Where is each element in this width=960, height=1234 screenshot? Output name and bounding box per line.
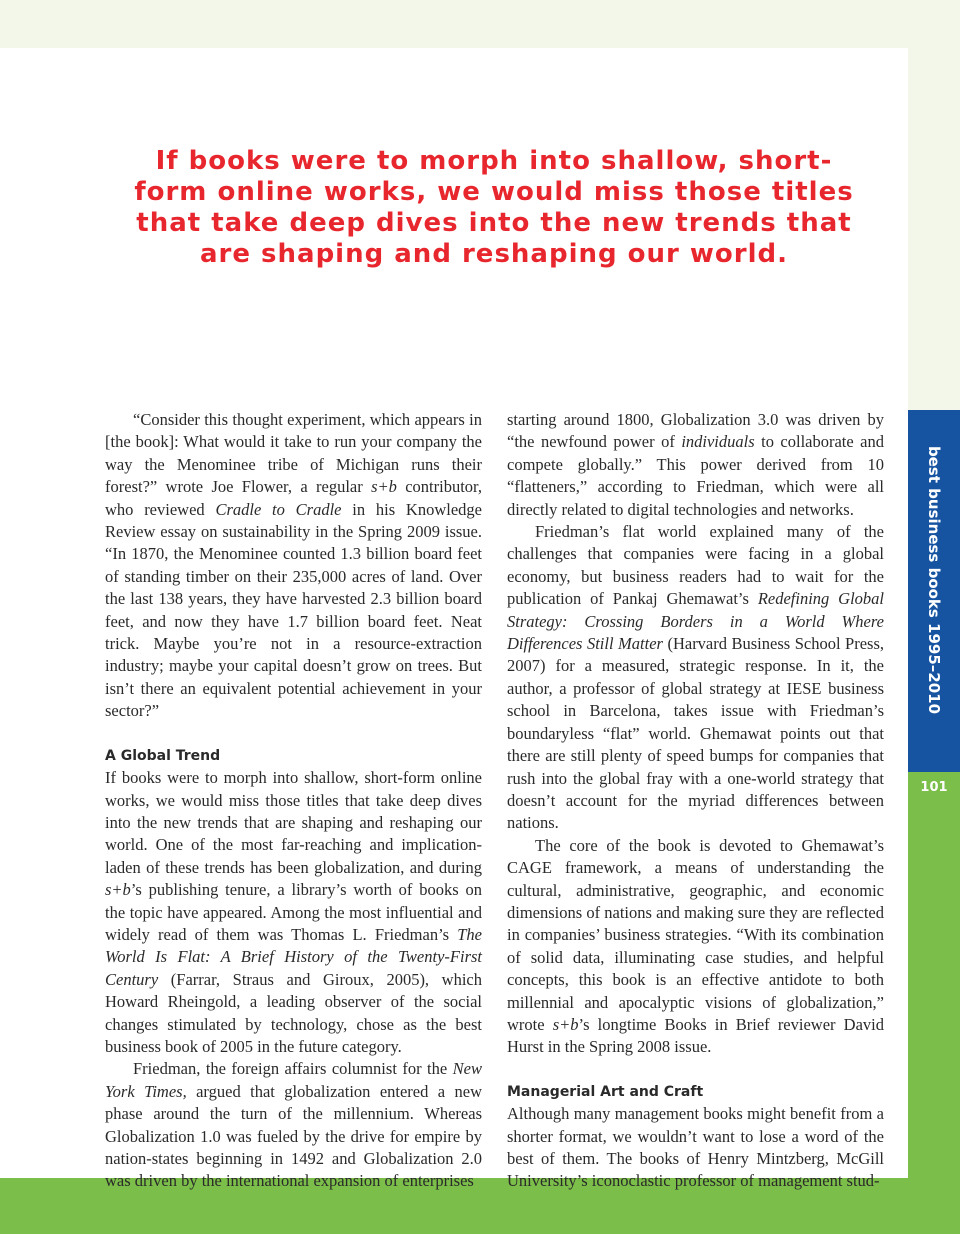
paragraph: starting around 1800, Globalization 3.0 was driven by “the newfound power of individuals to collaborate and compete globally.” This power derived from 10 “flatteners,” according to Friedman, which were all directly related to digital technologies and networks. — [507, 410, 884, 519]
pull-quote: If books were to morph into shallow, short-form online works, we would miss those titles that take deep dives into the new trends that are shaping and reshaping our world. — [134, 146, 854, 269]
paragraph: Friedman, the foreign affairs columnist for the New York Times, argued that globalization entered a new phase around the turn of the millennium. Whereas Globalization 1.0 was fueled by the drive for empire by nation-states beginning in 1492 and Globalization 2.0 was driven by the international expansion of enterprises — [105, 1059, 482, 1191]
left-column — [105, 409, 482, 1193]
section-tab-title: best business books 1995–2010 — [925, 445, 943, 715]
paragraph: If books were to morph into shallow, short-form online works, we would miss those titles that take deep dives into the new trends that are shaping and reshaping our world. One of the most far-reaching and implication-laden of these trends has been globalization, and during s+b’s publishing tenure, a library’s worth of books on the topic have appeared. Among the most influential and widely read of them was Thomas L. Friedman’s The World Is Flat: A Brief History of the Twenty-First Century (Farrar, Straus and Giroux, 2005), which Howard Rheingold, a leading observer of the social changes stimulated by technology, chose as the best business book of 2005 in the future category. — [105, 768, 482, 1056]
section-heading: Managerial Art and Craft — [507, 1083, 704, 1100]
section-heading: A Global Trend — [105, 747, 221, 764]
side-accent-bar — [908, 772, 960, 1178]
paragraph: The core of the book is devoted to Ghemawat’s CAGE framework, a means of understanding the cultural, administrative, geographic, and economic dimensions of nations and making sure they are reflected in companies’ business strategies. “With its combination of solid data, illuminating case studies, and helpful concepts, this book is an effective antidote to both millennial and apocalyptic visions of globalization,” wrote s+b’s longtime Books in Brief reviewer David Hurst in the Spring 2008 issue. — [507, 835, 884, 1057]
paragraph: Friedman’s flat world explained many of the challenges that companies were facing in a global economy, but business readers had to wait for the publication of Pankaj Ghemawat’s Redefining Global Strategy: Crossing Borders in a World Where Differences Still Matter (Harvard Business School Press, 2007) for a measured, strategic response. In it, the author, a professor of global strategy at IESE business school in Barcelona, takes issue with Friedman’s boundaryless “flat” world. Ghemawat points out that there are still plenty of speed bumps for companies that rush into the global fray with a one-world strategy that doesn’t account for the myriad differences between nations. — [507, 522, 884, 833]
right-column — [507, 409, 884, 1193]
page-number: 101 — [920, 780, 948, 795]
paragraph: Although many management books might benefit from a shorter format, we wouldn’t want to lose a word of the best of them. The books of Henry Mintzberg, McGill University’s iconoclastic professor of management stud- — [507, 1104, 884, 1191]
top-band — [0, 0, 960, 48]
paragraph: “Consider this thought experiment, which appears in [the book]: What would it take to run your company the way the Menominee tribe of Michigan runs their forest?” wrote Joe Flower, a regular s+b contributor, who reviewed Cradle to Cradle in his Knowledge Review essay on sustainability in the Spring 2009 issue. “In 1870, the Menominee counted 1.3 billion board feet of standing timber on their 235,000 acres of land. Over the last 138 years, they have harvested 2.3 billion board feet, and now they have 1.7 billion board feet. Neat trick. Maybe you’re not in a resource-extraction industry; maybe your capital doesn’t grow on trees. But isn’t there an equivalent potential achievement in your sector?” — [105, 410, 483, 721]
